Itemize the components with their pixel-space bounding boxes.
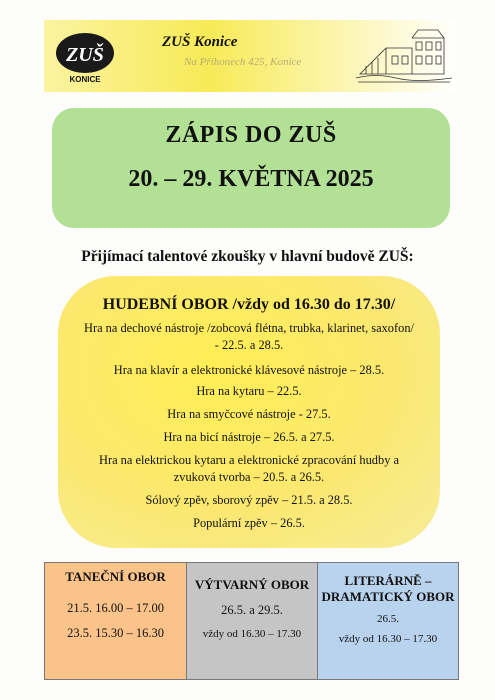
music-item-guitar	[68, 383, 430, 400]
music-item-line: Hra na smyčcové nástroje - 27.5.	[167, 407, 331, 421]
music-item-line: Hra na klavír a elektronické klávesové nástroje – 28.5.	[113, 363, 385, 377]
music-item-piano	[68, 362, 430, 379]
literary-heading-line2: DRAMATICKÝ OBOR	[321, 589, 455, 604]
dance-date-1: 21.5. 16.00 – 17.00	[67, 601, 164, 615]
music-item-line: Populární zpěv – 26.5.	[193, 516, 305, 530]
page-title: ZÁPIS DO ZUŠ	[165, 122, 337, 148]
school-name: ZUŠ Konice	[162, 34, 238, 50]
music-item-vocal	[68, 492, 430, 509]
art-dates: 26.5. a 29.5.	[221, 603, 283, 617]
literary-date: 26.5.	[377, 613, 399, 625]
music-item-strings	[68, 406, 430, 423]
logo-text: ZUŠ	[66, 44, 104, 66]
music-item-line: Hra na elektrickou kytaru a elektronické zpracování hudby a	[99, 453, 399, 467]
music-item-drums	[68, 429, 430, 446]
music-item-line: zvuková tvorba – 20.5. a 26.5.	[173, 470, 325, 484]
music-item-pop	[68, 515, 430, 532]
music-item-line: Hra na kytaru – 22.5.	[196, 384, 302, 398]
music-department-box	[58, 276, 440, 548]
music-item-line: Hra na bicí nástroje – 26.5. a 27.5.	[163, 430, 335, 444]
music-item-line: - 22.5. a 28.5.	[214, 338, 284, 352]
art-department-cell	[187, 563, 318, 679]
music-item-electric	[68, 452, 430, 486]
enrollment-dates: 20. – 29. KVĚTNA 2025	[128, 166, 374, 192]
art-heading: VÝTVARNÝ OBOR	[194, 577, 310, 592]
music-heading: HUDEBNÍ OBOR /vždy od 16.30 do 17.30/	[102, 296, 396, 313]
art-time: vždy od 16.30 – 17.30	[202, 628, 302, 640]
departments-table	[44, 562, 459, 680]
music-item-line: Hra na dechové nástroje /zobcová flétna, trubka, klarinet, saxofon/	[84, 321, 414, 335]
music-item-line: Sólový zpěv, sborový zpěv – 21.5. a 28.5.	[145, 493, 353, 507]
literary-heading-line1: LITERÁRNĚ –	[344, 573, 432, 588]
exam-subtitle: Přijímací talentové zkoušky v hlavní budově ZUŠ:	[81, 248, 414, 265]
dance-heading: TANEČNÍ OBOR	[65, 569, 166, 584]
dance-date-2: 23.5. 15.30 – 16.30	[67, 626, 164, 640]
title-box	[52, 108, 450, 228]
logo-subtext: KONICE	[69, 75, 101, 84]
dance-department-cell	[45, 563, 187, 679]
school-address: Na Příhonech 425, Konice	[184, 56, 302, 68]
school-logo	[54, 26, 116, 86]
building-illustration	[356, 26, 452, 86]
literary-department-cell	[318, 563, 458, 679]
literary-time: vždy od 16.30 – 17.30	[338, 633, 438, 645]
music-item-wind	[68, 320, 430, 354]
header-banner	[44, 20, 457, 92]
